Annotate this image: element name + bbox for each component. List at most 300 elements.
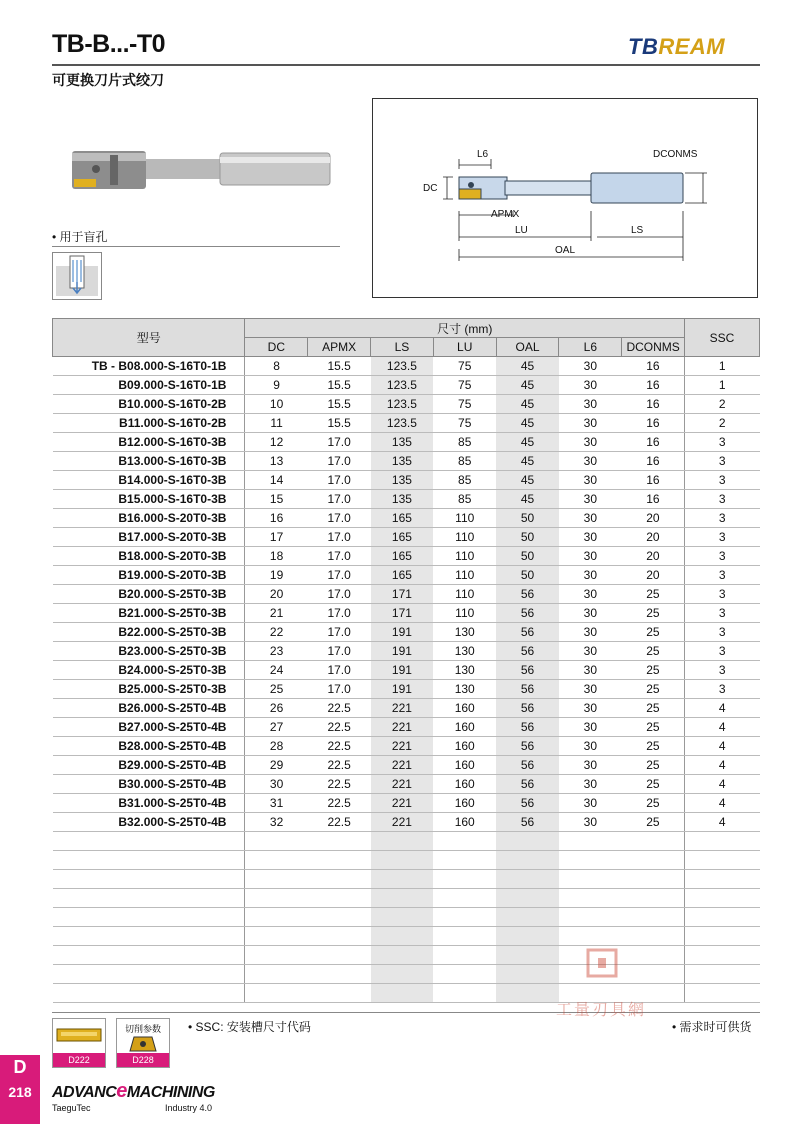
model-code: B18.000-S-20T0-3B <box>118 549 227 563</box>
table-row <box>53 642 760 661</box>
empty-row <box>53 851 760 870</box>
dimension-drawing <box>372 98 758 298</box>
cell-apmx: 17.0 <box>308 661 371 680</box>
cell-l6: 30 <box>559 737 622 756</box>
cell-oal: 45 <box>496 490 559 509</box>
model-cell <box>53 357 245 376</box>
cell-l6: 30 <box>559 775 622 794</box>
cell-apmx: 17.0 <box>308 528 371 547</box>
logo-industry: Industry 4.0 <box>164 1103 212 1113</box>
insert-link-icon[interactable] <box>52 1018 106 1068</box>
cell-ssc: 3 <box>685 585 760 604</box>
logo-main: ADVANCeMACHINING <box>52 1080 215 1102</box>
cell-oal: 45 <box>496 452 559 471</box>
dim-label-lu: LU <box>515 225 528 236</box>
cell-dc: 10 <box>245 395 308 414</box>
model-cell <box>53 680 245 699</box>
cell-dc: 14 <box>245 471 308 490</box>
cell-lu: 130 <box>433 623 496 642</box>
cell-lu: 160 <box>433 737 496 756</box>
model-cell <box>53 794 245 813</box>
cell-ssc: 4 <box>685 794 760 813</box>
cell-apmx: 17.0 <box>308 604 371 623</box>
cell-ls: 171 <box>371 604 434 623</box>
cell-dconms: 25 <box>622 661 685 680</box>
model-cell <box>53 699 245 718</box>
cell-dconms: 20 <box>622 566 685 585</box>
cell-ls: 135 <box>371 471 434 490</box>
cell-apmx: 15.5 <box>308 357 371 376</box>
cutting-params-icon <box>128 1035 158 1053</box>
cell-ssc: 3 <box>685 547 760 566</box>
cell-ls: 221 <box>371 699 434 718</box>
cell-l6: 30 <box>559 566 622 585</box>
table-row <box>53 661 760 680</box>
cell-l6: 30 <box>559 490 622 509</box>
model-code: B17.000-S-20T0-3B <box>118 530 227 544</box>
cell-ls: 191 <box>371 680 434 699</box>
cell-apmx: 22.5 <box>308 756 371 775</box>
model-code: B21.000-S-25T0-3B <box>118 606 227 620</box>
blind-hole-note: • 用于盲孔 <box>52 230 108 244</box>
table-row <box>53 547 760 566</box>
table-row <box>53 471 760 490</box>
col-dc: DC <box>245 338 308 357</box>
model-cell <box>53 395 245 414</box>
cell-lu: 85 <box>433 471 496 490</box>
cell-dc: 17 <box>245 528 308 547</box>
cell-lu: 130 <box>433 680 496 699</box>
model-cell <box>53 585 245 604</box>
cell-dconms: 25 <box>622 604 685 623</box>
cell-oal: 56 <box>496 699 559 718</box>
col-oal: OAL <box>496 338 559 357</box>
cell-apmx: 17.0 <box>308 680 371 699</box>
model-code: B27.000-S-25T0-4B <box>118 720 227 734</box>
cell-dconms: 25 <box>622 699 685 718</box>
cell-dconms: 25 <box>622 623 685 642</box>
cell-ls: 191 <box>371 642 434 661</box>
model-cell <box>53 528 245 547</box>
cell-l6: 30 <box>559 680 622 699</box>
reamer-drawing <box>373 99 757 297</box>
cell-lu: 160 <box>433 718 496 737</box>
table-row <box>53 699 760 718</box>
cell-ssc: 3 <box>685 471 760 490</box>
cell-ls: 165 <box>371 528 434 547</box>
cell-dc: 31 <box>245 794 308 813</box>
table-row <box>53 414 760 433</box>
cell-dc: 22 <box>245 623 308 642</box>
cell-ssc: 3 <box>685 623 760 642</box>
cell-dc: 26 <box>245 699 308 718</box>
table-row <box>53 509 760 528</box>
model-cell <box>53 642 245 661</box>
cell-lu: 110 <box>433 509 496 528</box>
cell-dconms: 25 <box>622 737 685 756</box>
cell-l6: 30 <box>559 395 622 414</box>
col-dconms: DCONMS <box>622 338 685 357</box>
cell-lu: 85 <box>433 452 496 471</box>
model-cell <box>53 775 245 794</box>
cell-dconms: 16 <box>622 433 685 452</box>
cell-ssc: 4 <box>685 775 760 794</box>
cell-apmx: 17.0 <box>308 585 371 604</box>
cell-lu: 130 <box>433 642 496 661</box>
cutting-params-link[interactable] <box>116 1018 170 1068</box>
cell-ssc: 1 <box>685 357 760 376</box>
table-row <box>53 395 760 414</box>
model-cell <box>53 813 245 832</box>
cell-oal: 50 <box>496 509 559 528</box>
cell-dconms: 16 <box>622 414 685 433</box>
cell-lu: 75 <box>433 395 496 414</box>
model-cell <box>53 566 245 585</box>
cell-apmx: 22.5 <box>308 718 371 737</box>
cell-dc: 11 <box>245 414 308 433</box>
cell-oal: 56 <box>496 661 559 680</box>
cell-dc: 16 <box>245 509 308 528</box>
cell-ssc: 3 <box>685 680 760 699</box>
cell-dconms: 20 <box>622 509 685 528</box>
cell-lu: 75 <box>433 357 496 376</box>
table-row <box>53 756 760 775</box>
empty-row <box>53 889 760 908</box>
cell-dconms: 20 <box>622 528 685 547</box>
cell-apmx: 15.5 <box>308 376 371 395</box>
cell-lu: 160 <box>433 775 496 794</box>
table-row <box>53 585 760 604</box>
cell-ls: 123.5 <box>371 395 434 414</box>
cell-lu: 110 <box>433 566 496 585</box>
watermark-logo <box>556 948 676 1018</box>
table-row <box>53 566 760 585</box>
cell-dconms: 16 <box>622 490 685 509</box>
cell-l6: 30 <box>559 471 622 490</box>
cell-dc: 18 <box>245 547 308 566</box>
cell-dc: 30 <box>245 775 308 794</box>
model-code: B20.000-S-25T0-3B <box>118 587 227 601</box>
title-divider <box>52 64 760 66</box>
cell-apmx: 15.5 <box>308 395 371 414</box>
cell-l6: 30 <box>559 642 622 661</box>
cutting-params-label: 切削参数 <box>124 1024 161 1034</box>
cell-l6: 30 <box>559 585 622 604</box>
cell-apmx: 17.0 <box>308 471 371 490</box>
cell-l6: 30 <box>559 452 622 471</box>
cell-ls: 191 <box>371 623 434 642</box>
dim-label-oal: OAL <box>555 245 576 256</box>
model-code: B11.000-S-16T0-2B <box>119 416 227 430</box>
insert-page-ref: D222 <box>53 1053 105 1067</box>
cell-oal: 56 <box>496 794 559 813</box>
model-cell <box>53 490 245 509</box>
model-code: B12.000-S-16T0-3B <box>118 435 227 449</box>
note-divider <box>52 246 340 247</box>
cell-ssc: 3 <box>685 661 760 680</box>
model-code: B14.000-S-16T0-3B <box>118 473 227 487</box>
model-cell <box>53 604 245 623</box>
model-code: B32.000-S-25T0-4B <box>118 815 227 829</box>
model-cell <box>53 718 245 737</box>
dim-label-dconms: DCONMS <box>653 149 698 160</box>
table-row <box>53 357 760 376</box>
cell-oal: 50 <box>496 547 559 566</box>
cell-lu: 160 <box>433 813 496 832</box>
cell-l6: 30 <box>559 794 622 813</box>
model-code: B26.000-S-25T0-4B <box>118 701 227 715</box>
header-ssc: SSC <box>685 319 760 357</box>
cell-ssc: 3 <box>685 604 760 623</box>
cell-apmx: 17.0 <box>308 547 371 566</box>
cell-lu: 160 <box>433 699 496 718</box>
model-code: B19.000-S-20T0-3B <box>118 568 227 582</box>
tbream-logo: TBREAM <box>628 34 726 59</box>
cell-ssc: 4 <box>685 813 760 832</box>
cell-ssc: 3 <box>685 528 760 547</box>
model-cell <box>53 509 245 528</box>
cell-apmx: 17.0 <box>308 642 371 661</box>
model-code: B29.000-S-25T0-4B <box>118 758 227 772</box>
cell-ssc: 2 <box>685 414 760 433</box>
cell-oal: 56 <box>496 718 559 737</box>
cell-ls: 135 <box>371 452 434 471</box>
model-code: B25.000-S-25T0-3B <box>118 682 227 696</box>
cell-oal: 50 <box>496 528 559 547</box>
cell-apmx: 17.0 <box>308 490 371 509</box>
dim-label-dc: DC <box>423 183 438 194</box>
cell-oal: 56 <box>496 737 559 756</box>
col-l6: L6 <box>559 338 622 357</box>
insert-icon <box>53 1019 105 1051</box>
cell-l6: 30 <box>559 623 622 642</box>
on-request-footnote: • 需求时可供货 <box>672 1020 752 1034</box>
cell-dconms: 25 <box>622 680 685 699</box>
cell-oal: 56 <box>496 642 559 661</box>
table-row <box>53 528 760 547</box>
cell-dconms: 16 <box>622 395 685 414</box>
page-subtitle: 可更换刀片式绞刀 <box>52 72 164 88</box>
page-number: 218 <box>8 1084 32 1100</box>
cell-dc: 21 <box>245 604 308 623</box>
cell-lu: 130 <box>433 661 496 680</box>
cell-oal: 56 <box>496 680 559 699</box>
cell-dc: 28 <box>245 737 308 756</box>
cell-dc: 12 <box>245 433 308 452</box>
cell-dconms: 25 <box>622 756 685 775</box>
model-cell <box>53 737 245 756</box>
cell-ls: 221 <box>371 794 434 813</box>
model-cell <box>53 376 245 395</box>
model-code: B16.000-S-20T0-3B <box>118 511 227 525</box>
cell-dc: 29 <box>245 756 308 775</box>
model-code: B23.000-S-25T0-3B <box>118 644 227 658</box>
cell-l6: 30 <box>559 813 622 832</box>
cell-dc: 25 <box>245 680 308 699</box>
table-row <box>53 376 760 395</box>
col-apmx: APMX <box>308 338 371 357</box>
empty-row <box>53 927 760 946</box>
page-title: TB-B...-T0 <box>52 30 166 58</box>
cell-l6: 30 <box>559 433 622 452</box>
cell-ls: 171 <box>371 585 434 604</box>
cell-l6: 30 <box>559 376 622 395</box>
cell-ssc: 3 <box>685 490 760 509</box>
model-code: B09.000-S-16T0-1B <box>118 378 227 392</box>
col-ls: LS <box>371 338 434 357</box>
cell-apmx: 15.5 <box>308 414 371 433</box>
cell-ls: 135 <box>371 433 434 452</box>
cell-dconms: 16 <box>622 471 685 490</box>
cell-l6: 30 <box>559 528 622 547</box>
model-code: B10.000-S-16T0-2B <box>118 397 227 411</box>
cell-ls: 123.5 <box>371 414 434 433</box>
advanced-machining-logo <box>52 1080 222 1116</box>
cell-dc: 8 <box>245 357 308 376</box>
model-code: B15.000-S-16T0-3B <box>118 492 227 506</box>
cell-ls: 123.5 <box>371 357 434 376</box>
cell-dconms: 16 <box>622 376 685 395</box>
cell-oal: 56 <box>496 775 559 794</box>
cell-ls: 221 <box>371 775 434 794</box>
cell-apmx: 17.0 <box>308 433 371 452</box>
cell-dconms: 20 <box>622 547 685 566</box>
cell-lu: 110 <box>433 528 496 547</box>
cell-ls: 221 <box>371 737 434 756</box>
cell-dc: 20 <box>245 585 308 604</box>
cell-ssc: 1 <box>685 376 760 395</box>
model-code: B22.000-S-25T0-3B <box>118 625 227 639</box>
cell-ls: 123.5 <box>371 376 434 395</box>
cell-dc: 9 <box>245 376 308 395</box>
cell-l6: 30 <box>559 718 622 737</box>
cell-ssc: 2 <box>685 395 760 414</box>
cell-l6: 30 <box>559 509 622 528</box>
cell-dc: 27 <box>245 718 308 737</box>
cell-ssc: 4 <box>685 718 760 737</box>
cell-lu: 110 <box>433 585 496 604</box>
cell-ssc: 4 <box>685 756 760 775</box>
empty-row <box>53 870 760 889</box>
cell-oal: 45 <box>496 433 559 452</box>
table-row <box>53 794 760 813</box>
cell-l6: 30 <box>559 547 622 566</box>
cell-apmx: 22.5 <box>308 737 371 756</box>
cell-oal: 56 <box>496 585 559 604</box>
section-letter: D <box>13 1057 27 1077</box>
cell-l6: 30 <box>559 604 622 623</box>
cell-ls: 165 <box>371 566 434 585</box>
model-code: B30.000-S-25T0-4B <box>118 777 227 791</box>
cell-oal: 45 <box>496 414 559 433</box>
table-row <box>53 490 760 509</box>
cell-lu: 85 <box>433 433 496 452</box>
cell-ls: 135 <box>371 490 434 509</box>
cell-ssc: 3 <box>685 452 760 471</box>
cell-oal: 45 <box>496 471 559 490</box>
model-cell <box>53 623 245 642</box>
cell-dc: 23 <box>245 642 308 661</box>
cell-l6: 30 <box>559 414 622 433</box>
dim-label-apmx: APMX <box>491 209 520 220</box>
cell-dc: 13 <box>245 452 308 471</box>
cell-dc: 32 <box>245 813 308 832</box>
cell-ls: 221 <box>371 813 434 832</box>
cell-ls: 165 <box>371 547 434 566</box>
table-row <box>53 452 760 471</box>
cell-l6: 30 <box>559 661 622 680</box>
model-cell <box>53 547 245 566</box>
cell-lu: 110 <box>433 547 496 566</box>
cell-dconms: 16 <box>622 452 685 471</box>
cell-apmx: 17.0 <box>308 509 371 528</box>
cell-ls: 165 <box>371 509 434 528</box>
cell-oal: 50 <box>496 566 559 585</box>
cell-apmx: 22.5 <box>308 794 371 813</box>
cell-lu: 160 <box>433 794 496 813</box>
cell-ssc: 4 <box>685 699 760 718</box>
cell-dc: 15 <box>245 490 308 509</box>
model-cell <box>53 433 245 452</box>
cell-ssc: 3 <box>685 642 760 661</box>
cell-apmx: 17.0 <box>308 452 371 471</box>
model-prefix: TB - <box>91 359 116 373</box>
model-cell <box>53 452 245 471</box>
cell-oal: 45 <box>496 357 559 376</box>
cell-lu: 75 <box>433 414 496 433</box>
cell-oal: 45 <box>496 376 559 395</box>
cell-dc: 19 <box>245 566 308 585</box>
empty-row <box>53 908 760 927</box>
cell-lu: 75 <box>433 376 496 395</box>
table-row <box>53 680 760 699</box>
reamer-photo <box>60 135 350 215</box>
table-row <box>53 718 760 737</box>
model-code: B24.000-S-25T0-3B <box>118 663 227 677</box>
model-cell <box>53 414 245 433</box>
cell-l6: 30 <box>559 357 622 376</box>
model-cell <box>53 756 245 775</box>
model-code: B08.000-S-16T0-1B <box>118 359 227 373</box>
cell-apmx: 22.5 <box>308 699 371 718</box>
table-row <box>53 813 760 832</box>
model-cell <box>53 661 245 680</box>
cell-oal: 56 <box>496 604 559 623</box>
cell-ssc: 3 <box>685 509 760 528</box>
cell-ssc: 3 <box>685 566 760 585</box>
cell-ls: 221 <box>371 718 434 737</box>
cell-l6: 30 <box>559 699 622 718</box>
cell-oal: 56 <box>496 623 559 642</box>
cell-dconms: 25 <box>622 642 685 661</box>
table-row <box>53 737 760 756</box>
cell-ls: 221 <box>371 756 434 775</box>
cell-dconms: 16 <box>622 357 685 376</box>
cell-dconms: 25 <box>622 794 685 813</box>
model-code: B31.000-S-25T0-4B <box>118 796 227 810</box>
cell-apmx: 22.5 <box>308 813 371 832</box>
cell-l6: 30 <box>559 756 622 775</box>
table-row <box>53 623 760 642</box>
logo-taegutec: TaeguTec <box>52 1103 91 1113</box>
cell-dconms: 25 <box>622 813 685 832</box>
ssc-footnote: • SSC: 安装槽尺寸代码 <box>188 1020 311 1034</box>
cell-apmx: 17.0 <box>308 566 371 585</box>
cell-oal: 56 <box>496 813 559 832</box>
cell-ssc: 3 <box>685 433 760 452</box>
dim-label-ls: LS <box>631 225 644 236</box>
model-code: B28.000-S-25T0-4B <box>118 739 227 753</box>
